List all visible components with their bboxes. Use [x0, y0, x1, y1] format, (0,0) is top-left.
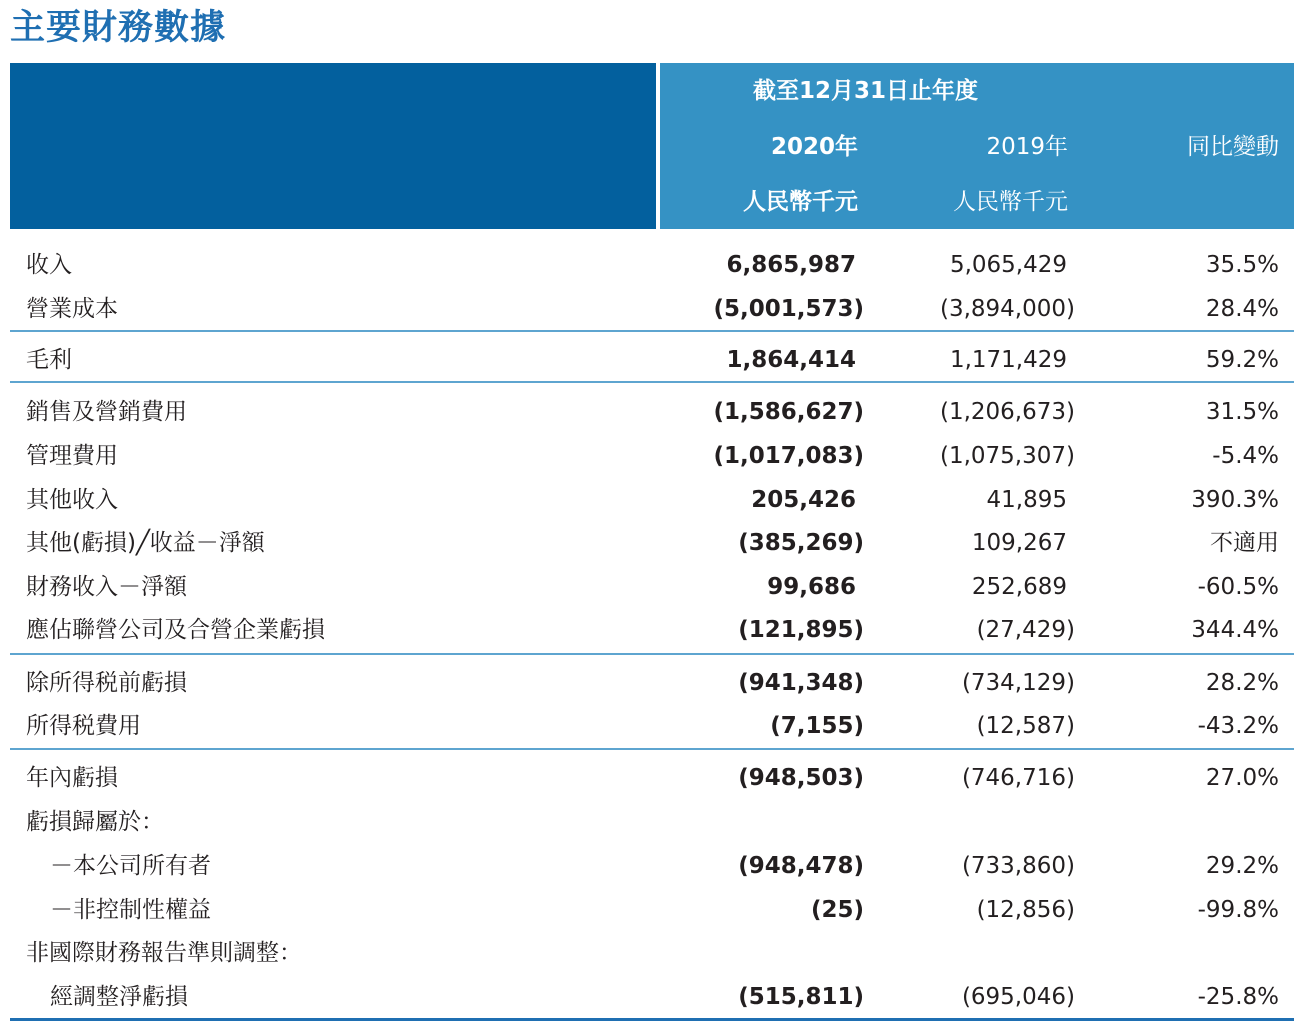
table-row: [0, 706, 1304, 746]
value-change: 31.5%: [1205, 399, 1279, 425]
value-2020: (385,269): [738, 530, 864, 556]
value-2020: (1,586,627): [713, 399, 864, 425]
row-label: 所得税費用: [26, 713, 141, 739]
row-label: 非國際財務報告準則調整：: [26, 940, 302, 966]
value-2020: (5,001,573): [713, 296, 864, 322]
value-2020: 6,865,987: [726, 252, 856, 278]
table-row: [0, 890, 1304, 930]
table-row: [0, 523, 1304, 563]
table-row: [0, 289, 1304, 329]
value-2019: (12,587): [976, 713, 1075, 739]
value-2019: (746,716): [961, 765, 1075, 791]
value-2020: (515,811): [738, 984, 864, 1010]
value-2019: (695,046): [961, 984, 1075, 1010]
value-change: 27.0%: [1205, 765, 1279, 791]
header-unit-2020: 人民幣千元: [743, 189, 858, 215]
table-row: [0, 567, 1304, 607]
value-2019: 252,689: [971, 574, 1067, 600]
row-label: －非控制性權益: [50, 897, 211, 923]
table-row: [0, 758, 1304, 798]
value-change: 29.2%: [1205, 853, 1279, 879]
value-2020: (7,155): [770, 713, 864, 739]
table-row: [0, 663, 1304, 703]
value-2019: (3,894,000): [939, 296, 1075, 322]
row-label: 其他(虧損)╱收益－淨額: [26, 530, 265, 556]
table-row: [0, 392, 1304, 432]
value-change: 344.4%: [1191, 617, 1279, 643]
row-label: 管理費用: [26, 443, 118, 469]
value-2020: 1,864,414: [726, 347, 856, 373]
row-label: 虧損歸屬於：: [26, 809, 164, 835]
table-row: [0, 340, 1304, 380]
header-2019: 2019年: [986, 134, 1068, 160]
value-change: 28.4%: [1205, 296, 1279, 322]
row-label: 財務收入－淨額: [26, 574, 187, 600]
value-2020: 205,426: [751, 487, 856, 513]
value-2019: (27,429): [976, 617, 1075, 643]
value-change: 390.3%: [1191, 487, 1279, 513]
row-divider: [10, 330, 1294, 332]
row-label: 應佔聯營公司及合營企業虧損: [26, 617, 325, 643]
table-row: [0, 977, 1304, 1017]
value-2019: (1,206,673): [939, 399, 1075, 425]
value-2020: 99,686: [767, 574, 856, 600]
value-2019: 109,267: [971, 530, 1067, 556]
value-2019: (734,129): [961, 670, 1075, 696]
row-label: 收入: [26, 252, 72, 278]
table-row: [0, 480, 1304, 520]
value-2020: (948,503): [738, 765, 864, 791]
row-label: 銷售及營銷費用: [26, 399, 187, 425]
value-change: 35.5%: [1205, 252, 1279, 278]
row-label: 營業成本: [26, 296, 118, 322]
table-row: [0, 846, 1304, 886]
header-unit-2019: 人民幣千元: [953, 189, 1068, 215]
header-period: 截至12月31日止年度: [753, 78, 979, 104]
value-2019: (12,856): [976, 897, 1075, 923]
value-2019: (733,860): [961, 853, 1075, 879]
row-divider: [10, 653, 1294, 655]
value-change: -99.8%: [1197, 897, 1279, 923]
value-change: -60.5%: [1197, 574, 1279, 600]
row-label: 除所得税前虧損: [26, 670, 187, 696]
value-2019: 41,895: [986, 487, 1067, 513]
row-divider: [10, 748, 1294, 750]
value-change: 59.2%: [1205, 347, 1279, 373]
row-label: 毛利: [26, 347, 72, 373]
header-2020: 2020年: [770, 134, 858, 160]
value-2020: (25): [810, 897, 864, 923]
row-label: 年內虧損: [26, 765, 118, 791]
row-label: 其他收入: [26, 487, 118, 513]
value-2020: (1,017,083): [713, 443, 864, 469]
value-change: 28.2%: [1205, 670, 1279, 696]
value-change: 不適用: [1210, 530, 1279, 556]
value-2020: (121,895): [738, 617, 864, 643]
table-bottom-border: [10, 1018, 1294, 1021]
table-row: [0, 436, 1304, 476]
value-2019: 5,065,429: [949, 252, 1067, 278]
table-row: [0, 933, 1304, 973]
value-change: -43.2%: [1197, 713, 1279, 739]
value-change: -5.4%: [1212, 443, 1279, 469]
value-2019: 1,171,429: [949, 347, 1067, 373]
table-row: [0, 610, 1304, 650]
row-label: 經調整淨虧損: [50, 984, 188, 1010]
value-2020: (941,348): [738, 670, 864, 696]
header-change: 同比變動: [1187, 134, 1279, 160]
row-divider: [10, 381, 1294, 383]
table-row: [0, 802, 1304, 842]
row-label: －本公司所有者: [50, 853, 211, 879]
value-2019: (1,075,307): [939, 443, 1075, 469]
table-row: [0, 245, 1304, 285]
value-2020: (948,478): [738, 853, 864, 879]
page-title: 主要財務數據: [10, 8, 227, 48]
value-change: -25.8%: [1197, 984, 1279, 1010]
